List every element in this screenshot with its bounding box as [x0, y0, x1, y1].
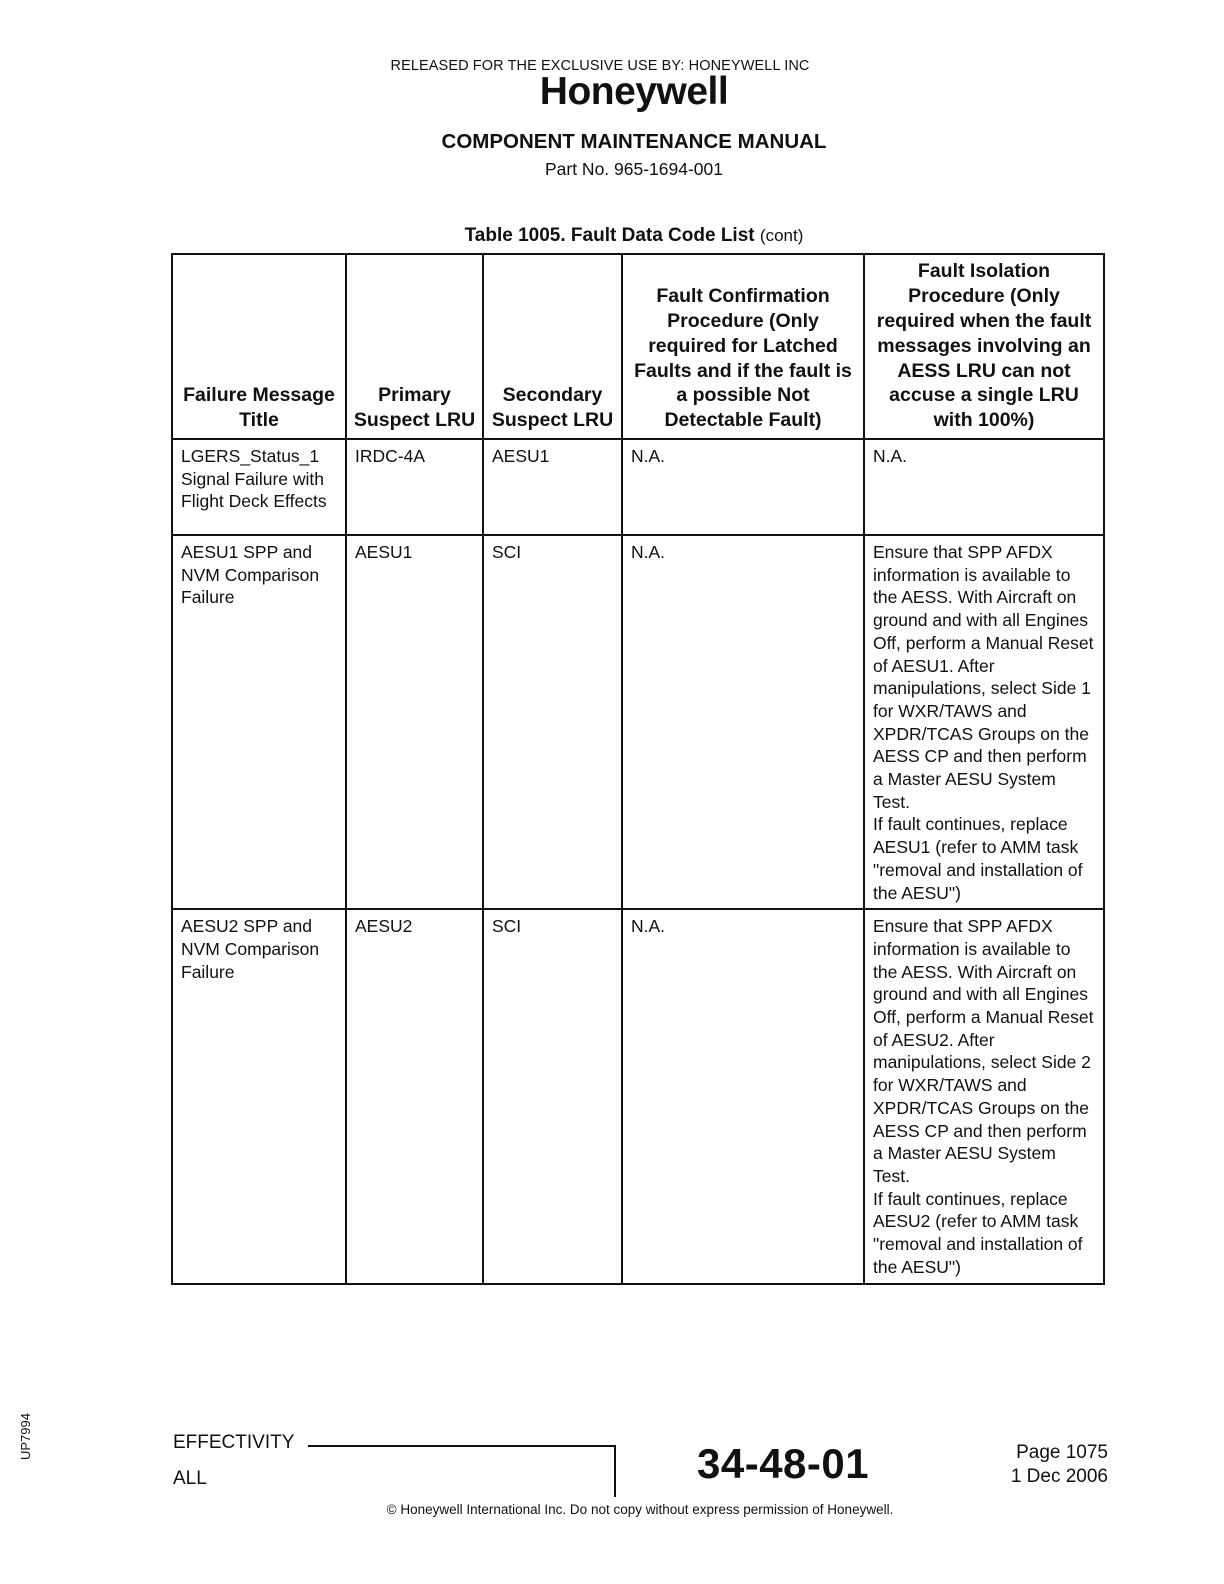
cell-primary-lru: AESU2	[346, 909, 483, 1283]
header-failure-message-title: Failure Message Title	[172, 254, 346, 439]
page-date: 1 Dec 2006	[1010, 1466, 1108, 1487]
cell-secondary-lru: SCI	[483, 535, 622, 909]
copyright-notice: © Honeywell International Inc. Do not copy without express permission of Honeywell.	[386, 1502, 894, 1517]
cell-failure-message: AESU1 SPP and NVM Comparison Failure	[172, 535, 346, 909]
effectivity-rule-vertical	[614, 1445, 616, 1497]
fault-data-code-table	[171, 253, 1105, 1285]
cell-secondary-lru: AESU1	[483, 439, 622, 535]
table-caption	[0, 225, 1224, 247]
isolation-replace-text: If fault continues, replace AESU2 (refer to AMM task "removal and installation of the AESU")	[873, 1188, 1083, 1277]
cell-failure-message: AESU2 SPP and NVM Comparison Failure	[172, 909, 346, 1283]
isolation-replace-text: If fault continues, replace AESU1 (refer to AMM task "removal and installation of the AESU")	[873, 814, 1083, 903]
section-code: 34-48-01	[697, 1440, 870, 1487]
document-id-vertical: UP7994	[18, 1413, 33, 1460]
table-caption-cont: (cont)	[759, 226, 804, 245]
cell-isolation	[864, 909, 1104, 1283]
header-primary-suspect-lru: Primary Suspect LRU	[346, 254, 483, 439]
cell-isolation: N.A.	[864, 439, 1104, 535]
isolation-procedure-text: Ensure that SPP AFDX information is available to the AESS. With Aircraft on ground and with all Engines Off, perform a Manual Reset of AESU1. After manipulations, select Side 1 for WXR/TAWS and XPDR/TCAS Groups on the AESS CP and then perform a Master AESU System Test.	[873, 542, 1094, 812]
table-header-row	[172, 254, 1104, 439]
effectivity-value: ALL	[173, 1468, 207, 1489]
cell-confirmation: N.A.	[622, 909, 864, 1283]
cell-failure-message: LGERS_Status_1 Signal Failure with Flight Deck Effects	[172, 439, 346, 535]
table-row	[172, 439, 1104, 535]
effectivity-label: EFFECTIVITY	[173, 1432, 295, 1453]
effectivity-rule-horizontal	[308, 1445, 616, 1447]
page-info	[980, 1441, 1108, 1489]
table-caption-title: Table 1005. Fault Data Code List	[464, 225, 755, 246]
cell-primary-lru: AESU1	[346, 535, 483, 909]
cell-confirmation: N.A.	[622, 535, 864, 909]
header-secondary-suspect-lru: Secondary Suspect LRU	[483, 254, 622, 439]
page-number: Page 1075	[1016, 1442, 1108, 1463]
cell-confirmation: N.A.	[622, 439, 864, 535]
manual-title: COMPONENT MAINTENANCE MANUAL	[441, 130, 827, 153]
part-number: Part No. 965-1694-001	[544, 159, 724, 179]
header-fault-confirmation-procedure: Fault Confirmation Procedure (Only required for Latched Faults and if the fault is a possible Not Detectable Fault)	[622, 254, 864, 439]
header-fault-isolation-procedure: Fault Isolation Procedure (Only required when the fault messages involving an AESS LRU can not accuse a single LRU with 100%)	[864, 254, 1104, 439]
cell-primary-lru: IRDC-4A	[346, 439, 483, 535]
isolation-procedure-text: Ensure that SPP AFDX information is available to the AESS. With Aircraft on ground and with all Engines Off, perform a Manual Reset of AESU2. After manipulations, select Side 2 for WXR/TAWS and XPDR/TCAS Groups on the AESS CP and then perform a Master AESU System Test.	[873, 916, 1094, 1186]
brand-logo: Honeywell	[539, 70, 729, 113]
release-notice: RELEASED FOR THE EXCLUSIVE USE BY: HONEYWELL INC	[390, 58, 810, 74]
table-row	[172, 535, 1104, 909]
table-row	[172, 909, 1104, 1283]
cell-secondary-lru: SCI	[483, 909, 622, 1283]
cell-isolation	[864, 535, 1104, 909]
